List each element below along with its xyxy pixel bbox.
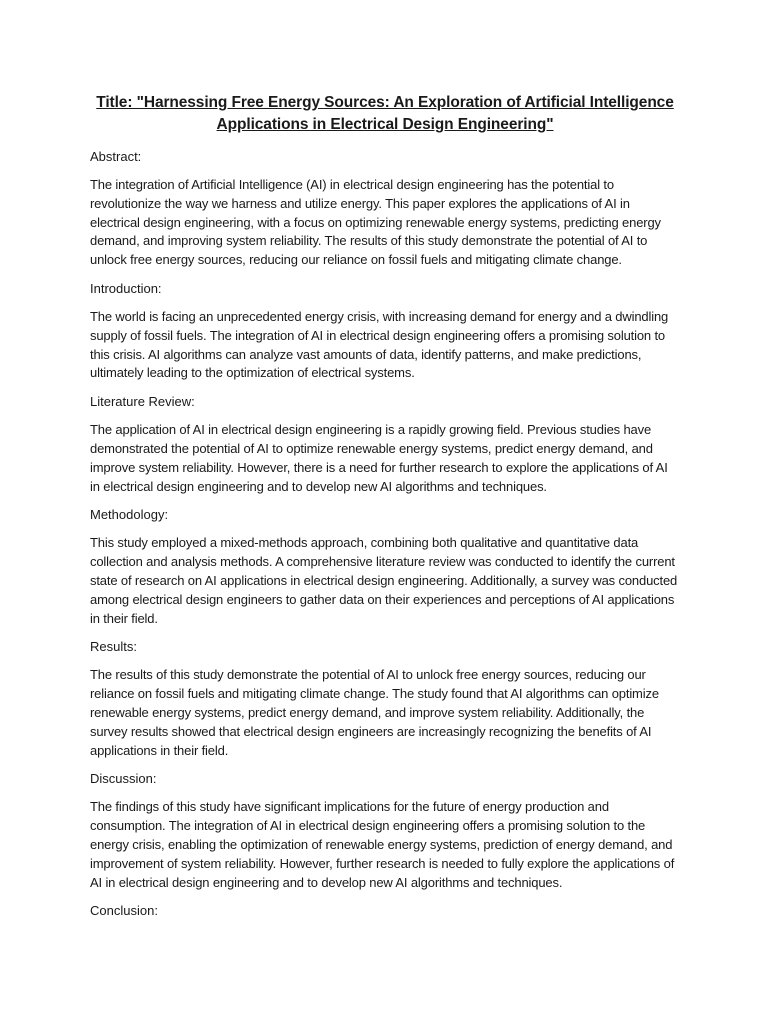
section-body-results: The results of this study demonstrate the potential of AI to unlock free energy sources, reducing our reliance on fossil fuels and mitigating climate change. The study found that AI algorithms can optimize renewable energy systems, predict energy demand, and improve system reliability. Additionally, the survey results showed that electrical design engineers are increasingly recognizing the benefits of AI applications in their field.: [90, 667, 659, 758]
section-heading-conclusion: Conclusion:: [90, 903, 158, 919]
document-content: [90, 92, 680, 930]
section-body-abstract: The integration of Artificial Intelligence (AI) in electrical design engineering has the potential to revolutionize the way we harness and utilize energy. This paper explores the applications of AI in electrical design engineering, with a focus on optimizing renewable energy systems, predicting energy demand, and improving system reliability. The results of this study demonstrate the potential of AI to unlock free energy sources, reducing our reliance on fossil fuels and mitigating climate change.: [90, 177, 661, 268]
section-heading-methodology: Methodology:: [90, 507, 169, 523]
section-heading-introduction: Introduction:: [90, 280, 162, 296]
section-heading-literature-review: Literature Review:: [90, 394, 195, 410]
section-heading-results: Results:: [90, 639, 137, 655]
section-body-methodology: This study employed a mixed-methods approach, combining both qualitative and quantitative data collection and analysis methods. A comprehensive literature review was conducted to identify the current state of research on AI applications in electrical design engineering. Additionally, a survey was conducted among electrical design engineers to gather data on their experiences and perceptions of AI applications in their field.: [90, 535, 678, 626]
section-body-literature-review: The application of AI in electrical design engineering is a rapidly growing field. Previous studies have demonstrated the potential of AI to optimize renewable energy systems, predict energy demand, and improve system reliability. However, there is a need for further research to explore the applications of AI in electrical design engineering and to develop new AI algorithms and techniques.: [90, 422, 668, 494]
section-body-discussion: The findings of this study have significant implications for the future of energy production and consumption. The integration of AI in electrical design engineering offers a promising solution to the energy crisis, enabling the optimization of renewable energy systems, prediction of energy demand, and improvement of system reliability. However, further research is needed to fully explore the applications of AI in electrical design engineering and to develop new AI algorithms and techniques.: [90, 799, 675, 890]
document-title: Title: "Harnessing Free Energy Sources: An Exploration of Artificial Intelligence Applications in Electrical Design Engineering": [96, 94, 674, 133]
section-body-introduction: The world is facing an unprecedented energy crisis, with increasing demand for energy and a dwindling supply of fossil fuels. The integration of AI in electrical design engineering offers a promising solution to this crisis. AI algorithms can analyze vast amounts of data, identify patterns, and make predictions, ultimately leading to the optimization of electrical systems.: [90, 308, 669, 381]
section-heading-abstract: Abstract:: [90, 149, 142, 164]
section-heading-discussion: Discussion:: [90, 771, 157, 787]
